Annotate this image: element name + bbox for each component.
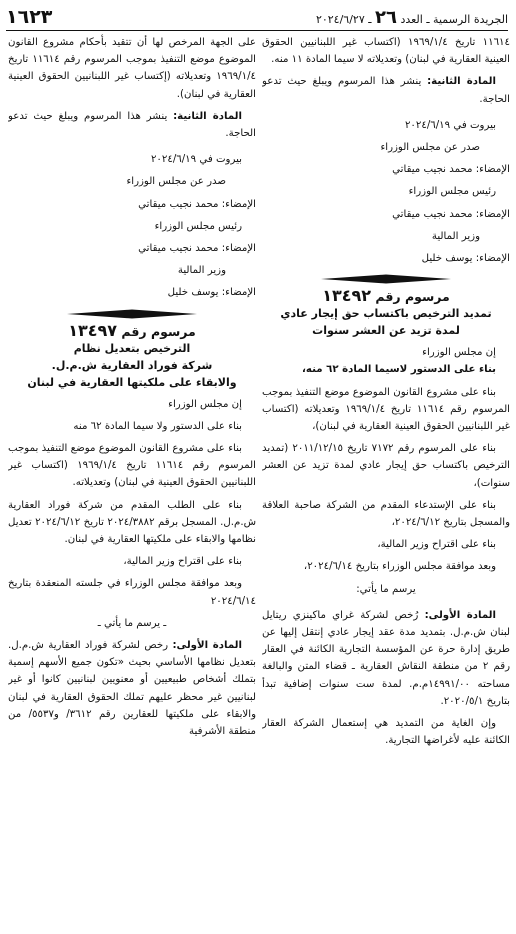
left-column: [8, 34, 256, 929]
article-one: [8, 637, 256, 740]
decree-subject: والابقاء على ملكيتها العقارية في لبنان: [27, 375, 237, 389]
signature-line: الإمضاء: محمد نجيب ميقاتي: [392, 208, 510, 220]
basis-paragraph: وبعد موافقة مجلس الوزراء في جلسته المنعقدة بتاريخ ٢٠٢٤/٦/١٤: [8, 578, 256, 607]
decree-subject: شركة فوراد العقارية ش.م.ل.: [51, 358, 213, 372]
section-divider: [262, 274, 510, 284]
decree-subject: الترخيص بتعديل نظام: [73, 341, 191, 355]
decree-title: [262, 287, 510, 305]
issue-number: ٢٦: [374, 7, 397, 28]
basis-paragraph: بناء على مشروع القانون الموضوع موضع التنفيذ بموجب المرسوم رقم ١١٦١٤ تاريخ ١٩٦٩/١/٤ (اكتساب غير اللبنانيين الحقوق العينية في لبنان) وتعديلاته.: [8, 443, 256, 489]
basis-paragraph: بناء على اقتراح وزير المالية،: [123, 556, 242, 568]
basis-paragraph: وبعد موافقة مجلس الوزراء بتاريخ ٢٠٢٤/٦/١٤،: [303, 561, 496, 573]
article-label: المادة الثانية:: [427, 76, 496, 88]
council-line: إن مجلس الوزراء: [422, 347, 496, 359]
issue-date: ـ ٢٠٢٤/٦/٢٧: [315, 13, 372, 26]
issued-by: صدر عن مجلس الوزراء: [380, 142, 480, 154]
basis-paragraph: بناء على مشروع القانون الموضوع موضع التنفيذ بموجب المرسوم رقم ١١٦١٤ تاريخ ١٩٦٩/١/٤ وتعديلاته (اكتساب غير اللبنانيين الحقوق العينية العقارية في لبنان)،: [262, 386, 510, 433]
article-two: [8, 108, 256, 142]
decree-prefix: مرسوم رقم: [375, 289, 450, 305]
decree-prefix: مرسوم رقم: [121, 323, 196, 339]
decree-subject: لمدة تزيد عن العشر سنوات: [312, 324, 460, 338]
article-label: المادة الأولى:: [424, 609, 496, 621]
right-column: [262, 34, 510, 929]
running-header: [316, 7, 508, 28]
decrees-line: يرسم ما يأتي:: [356, 583, 416, 595]
signature-line: الإمضاء: محمد نجيب ميقاتي: [138, 243, 256, 255]
signature-line: الإمضاء: يوسف خليل: [421, 253, 510, 265]
section-divider: [8, 309, 256, 319]
decrees-line: ـ يرسم ما يأتي ـ: [97, 617, 167, 629]
place-date: بيروت في ٢٠٢٤/٦/١٩: [150, 154, 242, 166]
issued-by: صدر عن مجلس الوزراء: [126, 176, 226, 188]
basis-paragraph: بناء على الطلب المقدم من شركة فوراد العقارية ش.م.ل. المسجل برقم ٢٠٢٤/٣٨٨٢ تاريخ ٢٠٢٤/٦/١٢ تعديل نظامها والابقاء على ملكيتها العقارية في لبنان.: [8, 499, 256, 546]
signature-line: الإمضاء: يوسف خليل: [167, 287, 256, 299]
basis-paragraph: بناء على الدستور ولا سيما المادة ٦٢ منه: [73, 420, 242, 432]
article-text: رخص لشركة فوراد العقارية ش.م.ل. بتعديل نظامها الأساسي بحيث «تكون جميع الأسهم إسمية بتملك أشخاص طبيعيين أو معنويين لبنانيين كانوا أو غير لبنانيين غير محظر عليهم تملك الحقوق العقارية في لبنان والابقاء على ملكيتها للعقارين رقم ٣٦١٢/ و٥٥٣٧/ من منطقة الأشرفية: [8, 640, 256, 738]
article-one: [262, 607, 510, 710]
article-text: رُخص لشركة غراي ماكينزي ريتايل لبنان ش.م.ل. بتمديد مدة عقد إيجار عادي إنتقل إليها عن طريق إدارة حرة عن المؤسسة التجارية الكائنة في العقار رقم ٢ من منطقة النقاش العقارية ـ قضاء المتن والبالغة مساحته ١٤٩٩١/٠٠م.م. لمدة ست سنوات إضافية تبدأ بتاريخ ٢٠٢٠/٥/١.: [262, 609, 510, 707]
signature-line: الإمضاء: محمد نجيب ميقاتي: [138, 198, 256, 210]
page-number: ١٦٢٣: [6, 6, 53, 28]
article-label: المادة الأولى:: [172, 640, 242, 652]
signature-line: الإمضاء: محمد نجيب ميقاتي: [392, 164, 510, 176]
continued-paragraph: على الجهة المرخص لها أن تتقيد بأحكام مشروع القانون الموضوع موضع التنفيذ بموجب المرسوم رقم ١١٦١٤ تاريخ ١٩٦٩/١/٤ وتعديلاته (إكتساب غير اللبنانيين الحقوق العينية العقارية في لبنان).: [8, 37, 256, 100]
article-label: المادة الثانية:: [173, 110, 242, 122]
decree-number: ١٣٤٩٢: [322, 286, 372, 306]
continued-paragraph: ١١٦١٤ تاريخ ١٩٦٩/١/٤ (اكتساب غير اللبنانيين الحقوق العينية العقارية في لبنان) وتعديلاته لا سيما المادة ١١ منه.: [262, 37, 510, 66]
journal-name: الجريدة الرسمية ـ العدد: [400, 13, 508, 26]
finance-minister-title: وزير المالية: [177, 265, 226, 277]
article-two: [262, 73, 510, 107]
decree-subject: تمديد الترخيص باكتساب حق إيجار عادي: [280, 307, 492, 321]
finance-minister-title: وزير المالية: [431, 230, 480, 242]
basis-paragraph: بناء على الإستدعاء المقدم من الشركة صاحبة العلاقة والمسجل بتاريخ ٢٠٢٤/٦/١٢،: [262, 499, 510, 529]
pm-title: رئيس مجلس الوزراء: [408, 186, 496, 198]
pm-title: رئيس مجلس الوزراء: [154, 220, 242, 232]
place-date: بيروت في ٢٠٢٤/٦/١٩: [404, 119, 496, 131]
article-text: ينشر هذا المرسوم ويبلغ حيث تدعو الحاجة.: [8, 110, 256, 140]
basis-paragraph: بناء على الدستور لاسيما المادة ٦٢ منه،: [302, 364, 496, 376]
decree-title: [8, 322, 256, 340]
basis-paragraph: بناء على اقتراح وزير المالية،: [377, 539, 496, 551]
decree-number: ١٣٤٩٧: [68, 320, 118, 340]
basis-paragraph: بناء على المرسوم رقم ٧١٧٢ تاريخ ٢٠١١/١٢/١٥ (تمديد الترخيص باكتساب حق إيجار عادي لمدة تزيد عن العشر سنوات)،: [262, 443, 510, 489]
council-line: إن مجلس الوزراء: [168, 398, 242, 410]
article-text: ينشر هذا المرسوم ويبلغ حيث تدعو الحاجة.: [262, 76, 510, 105]
page-header: [6, 4, 508, 31]
closing-paragraph: وإن الغاية من التمديد هي إستعمال الشركة العقار الكائنة عليه لأغراضها التجارية.: [262, 718, 510, 747]
